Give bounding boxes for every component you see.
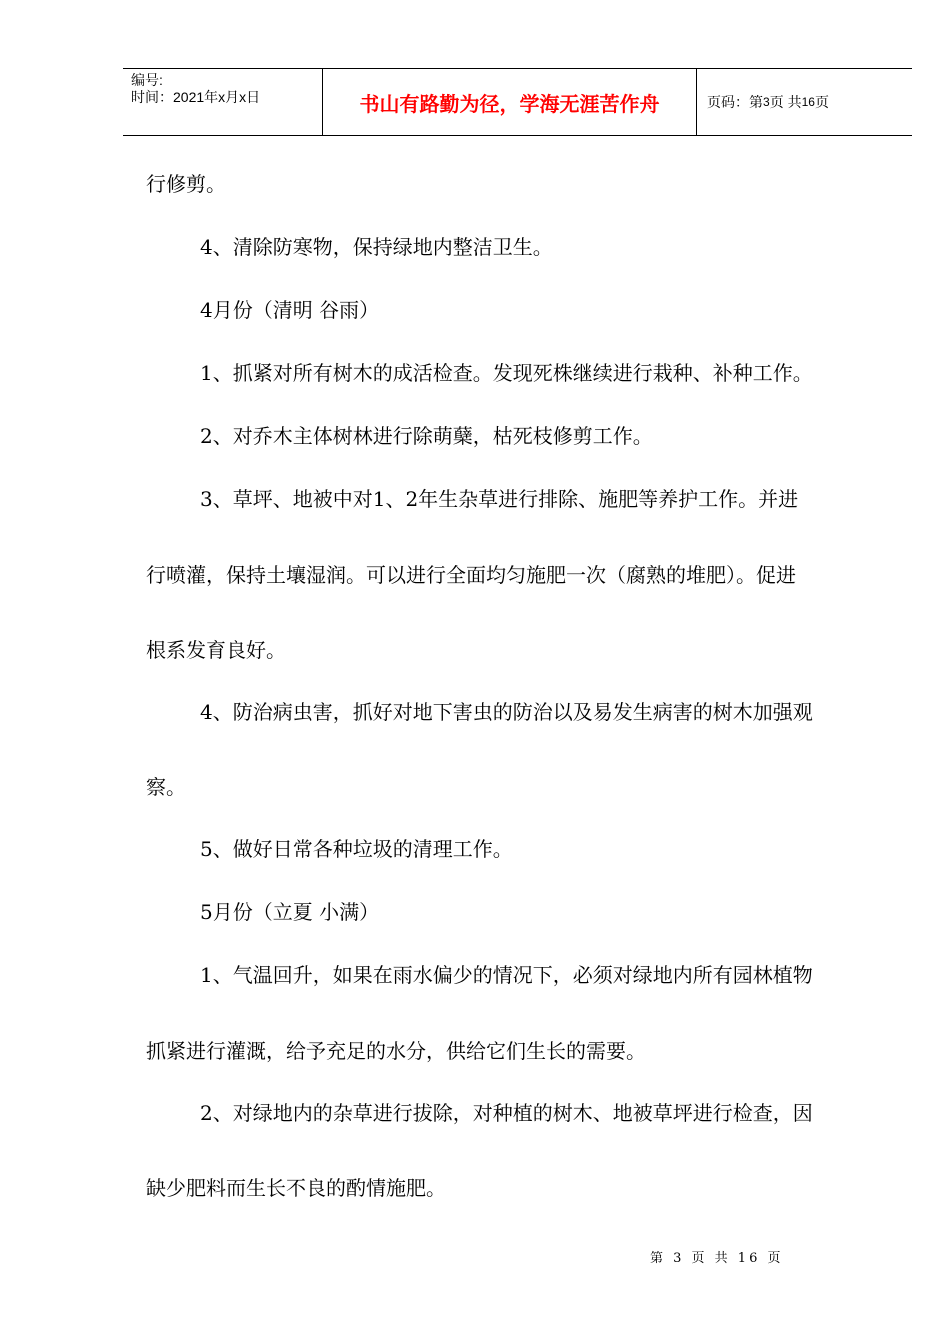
page-total: 16 xyxy=(801,95,815,109)
doc-number-label: 编号: xyxy=(131,72,163,88)
header-motto: 书山有路勤为径，学海无涯苦作舟 xyxy=(323,69,697,135)
page-suffix: 页 xyxy=(814,94,829,110)
page-number: 3 xyxy=(763,95,770,109)
body-line: 5月份（立夏 小满） xyxy=(200,900,380,924)
body-line: 4、防治病虫害，抓好对地下害虫的防治以及易发生病害的树木加强观 xyxy=(200,700,813,724)
body-line: 缺少肥料而生长不良的酌情施肥。 xyxy=(146,1176,446,1200)
body-line: 1、气温回升，如果在雨水偏少的情况下，必须对绿地内所有园林植物 xyxy=(200,963,813,987)
page-prefix: 页码：第 xyxy=(707,94,763,110)
body-line: 抓紧进行灌溉，给予充足的水分，供给它们生长的需要。 xyxy=(146,1039,646,1063)
doc-date-label: 时间：2021年x月x日 xyxy=(131,89,261,105)
body-line: 行修剪。 xyxy=(146,172,226,196)
body-line: 根系发育良好。 xyxy=(146,638,286,662)
body-line: 4月份（清明 谷雨） xyxy=(200,298,380,322)
body-line: 2、对乔木主体树林进行除萌蘖，枯死枝修剪工作。 xyxy=(200,424,653,448)
body-line: 5、做好日常各种垃圾的清理工作。 xyxy=(200,837,513,861)
body-line: 1、抓紧对所有树木的成活检查。发现死株继续进行栽种、补种工作。 xyxy=(200,361,813,385)
body-line: 3、草坪、地被中对1、2年生杂草进行排除、施肥等养护工作。并进 xyxy=(200,487,799,511)
page-footer: 第 3 页 共 16 页 xyxy=(650,1251,784,1266)
body-line: 4、清除防寒物，保持绿地内整洁卫生。 xyxy=(200,235,553,259)
page-mid: 页 共 xyxy=(769,94,802,110)
body-line: 2、对绿地内的杂草进行拔除，对种植的树木、地被草坪进行检查，因 xyxy=(200,1101,813,1125)
body-line: 察。 xyxy=(146,775,186,799)
body-line: 行喷灌，保持土壤湿润。可以进行全面均匀施肥一次（腐熟的堆肥）。促进 xyxy=(146,563,796,587)
